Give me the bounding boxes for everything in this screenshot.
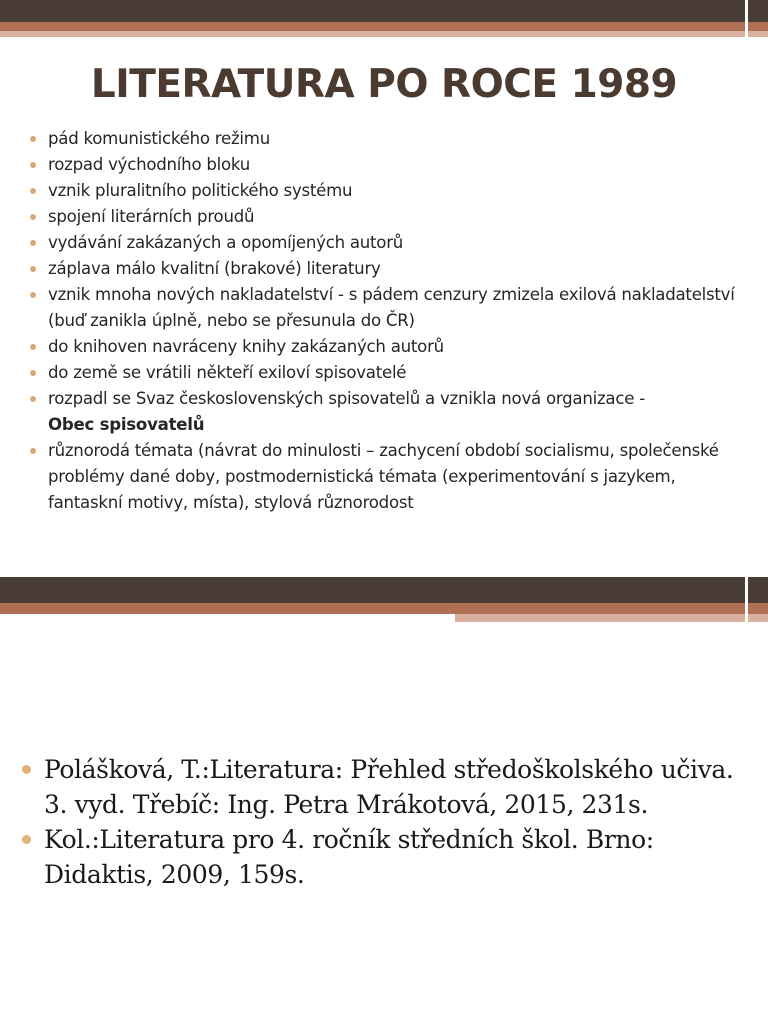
bullet-item bbox=[28, 386, 748, 438]
header-bar-rust bbox=[0, 603, 745, 614]
bullet-text: do země se vrátili někteří exiloví spisovatelé bbox=[48, 363, 407, 382]
bullet-dot-icon bbox=[30, 266, 36, 272]
bullet-item bbox=[28, 360, 748, 386]
bullet-dot-icon bbox=[30, 162, 36, 168]
bullet-dot-icon bbox=[30, 344, 36, 350]
reference-text: Kol.:Literatura pro 4. ročník středních škol. Brno: Didaktis, 2009, 159s. bbox=[44, 825, 654, 889]
reference-text: Polášková, T.:Literatura: Přehled středoškolského učiva. 3. vyd. Třebíč: Ing. Petra Mrákotová, 2015, 231s. bbox=[44, 755, 734, 819]
bullet-text: záplava málo kvalitní (brakové) literatury bbox=[48, 259, 381, 278]
bullet-text: vznik pluralitního politického systému bbox=[48, 181, 353, 200]
header-bar-rust bbox=[0, 22, 745, 31]
bullet-text: spojení literárních proudů bbox=[48, 207, 255, 226]
header-bar-light bbox=[0, 31, 745, 37]
header-accent-rust bbox=[748, 22, 768, 31]
bullet-item bbox=[28, 438, 748, 516]
bullet-list bbox=[28, 126, 748, 516]
bullet-dot-icon bbox=[30, 214, 36, 220]
bullet-dot-icon bbox=[30, 448, 36, 454]
header-accent-dark bbox=[748, 0, 768, 22]
bullet-text: rozpad východního bloku bbox=[48, 155, 251, 174]
header-accent-light bbox=[748, 31, 768, 37]
bullet-dot-icon bbox=[30, 292, 36, 298]
bullet-dot-icon bbox=[22, 835, 31, 844]
bullet-bold-text: Obec spisovatelů bbox=[48, 415, 205, 434]
bullet-dot-icon bbox=[30, 370, 36, 376]
header-accent-dark bbox=[748, 577, 768, 603]
bullet-item bbox=[28, 256, 748, 282]
bullet-item bbox=[28, 178, 748, 204]
bullet-text: vznik mnoha nových nakladatelství - s pádem cenzury zmizela exilová nakladatelství (buď zanikla úplně, nebo se přesunula do ČR) bbox=[48, 285, 735, 330]
bullet-item bbox=[28, 204, 748, 230]
slide-title: LITERATURA PO ROCE 1989 bbox=[90, 62, 678, 107]
bullet-item bbox=[28, 282, 748, 334]
header-accent-rust bbox=[748, 603, 768, 614]
bullet-item bbox=[28, 152, 748, 178]
header-bar-dark bbox=[0, 0, 745, 22]
header-bar-dark bbox=[0, 577, 745, 603]
reference-item bbox=[20, 752, 740, 822]
bullet-text: do knihoven navráceny knihy zakázaných autorů bbox=[48, 337, 444, 356]
bullet-text: vydávání zakázaných a opomíjených autorů bbox=[48, 233, 404, 252]
bullet-dot-icon bbox=[30, 136, 36, 142]
bullet-dot-icon bbox=[22, 765, 31, 774]
bullet-dot-icon bbox=[30, 396, 36, 402]
bullet-text: pád komunistického režimu bbox=[48, 129, 270, 148]
bullet-dot-icon bbox=[30, 188, 36, 194]
header-bar-light bbox=[455, 614, 745, 622]
bullet-item bbox=[28, 334, 748, 360]
reference-item bbox=[20, 822, 740, 892]
header-accent-light bbox=[748, 614, 768, 622]
reference-list bbox=[20, 752, 740, 892]
bullet-dot-icon bbox=[30, 240, 36, 246]
bullet-item bbox=[28, 230, 748, 256]
bullet-item bbox=[28, 126, 748, 152]
bullet-text: různorodá témata (návrat do minulosti – zachycení období socialismu, společenské problémy dané doby, postmodernistická témata (experimentování s jazykem, fantaskní motivy, místa), stylová různorodost bbox=[48, 441, 719, 512]
bullet-text: rozpadl se Svaz československých spisovatelů a vznikla nová organizace - bbox=[48, 389, 645, 408]
